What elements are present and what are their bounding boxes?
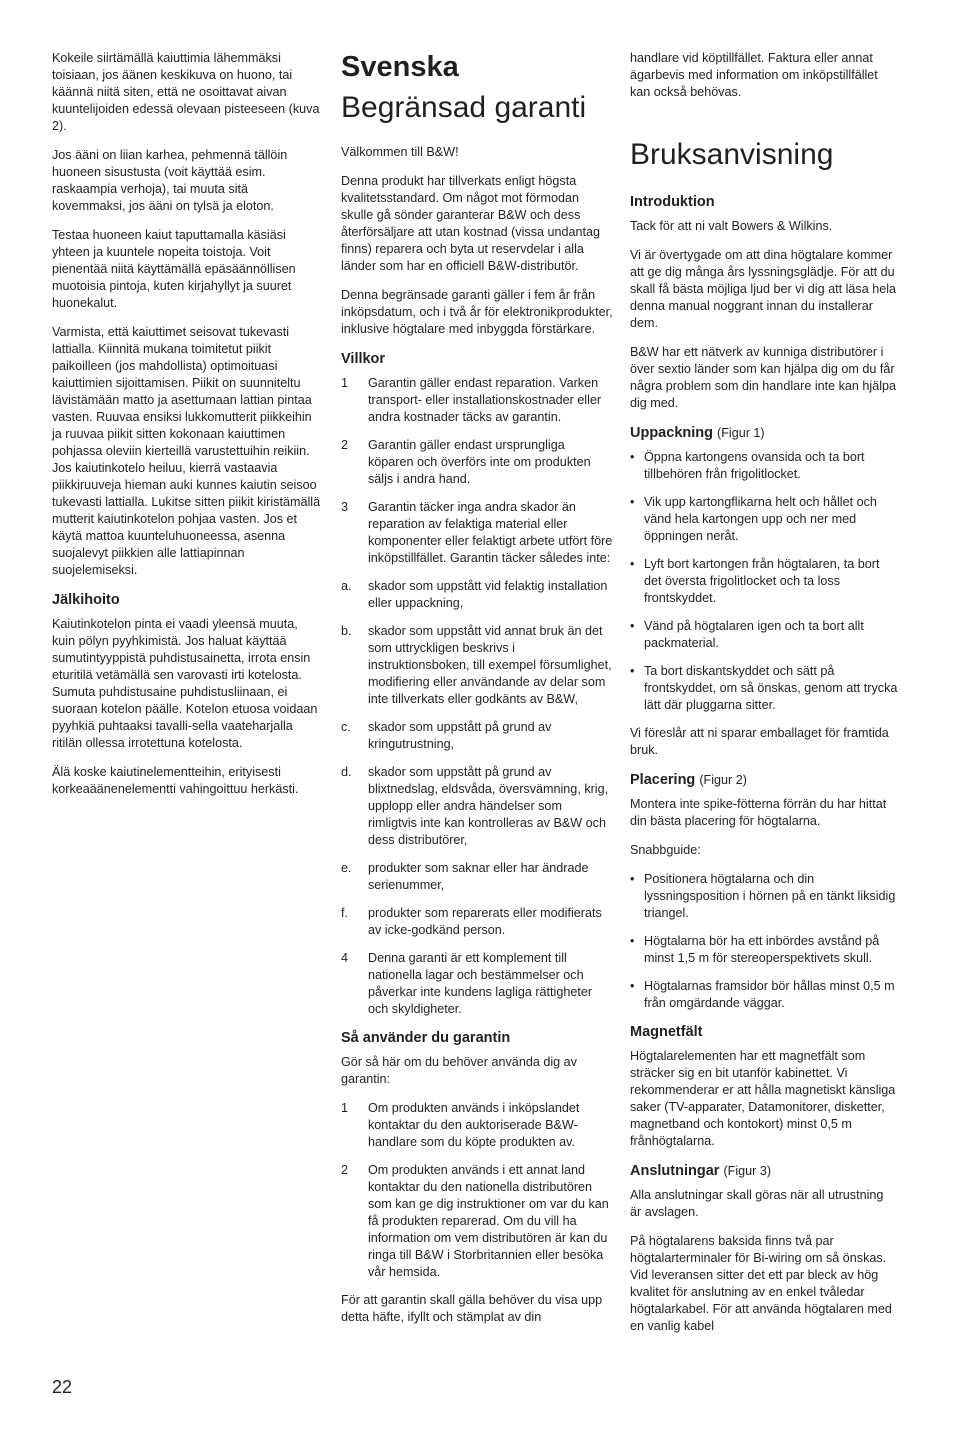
list-item <box>341 437 613 488</box>
list-item-text: Vik upp kartongflikarna helt och hållet och vänd hela kartongen upp och ner med öppningen neråt. <box>644 495 877 543</box>
list-item-text: Högtalarna bör ha ett inbördes avstånd på minst 1,5 m för stereoperspektivets skull. <box>644 934 880 965</box>
list-marker: 2 <box>341 438 349 452</box>
column-1 <box>52 50 324 810</box>
list-item-text: Ta bort diskantskyddet och sätt på frontskyddet, om så önskas, genom att trycka lätt där pluggarna sitter. <box>644 664 898 712</box>
list-item <box>341 1162 613 1281</box>
list-marker: 1 <box>341 376 349 390</box>
paragraph: handlare vid köptillfället. Faktura eller annat ägarbevis med information om inköpstillfället kan också behövas. <box>630 51 878 99</box>
list-item-text: Om produkten används i inköpslandet kontaktar du den auktoriserade B&W-handlare som du köpte produkten av. <box>368 1101 580 1149</box>
list-item <box>341 860 613 894</box>
paragraph: Vi föreslår att ni sparar emballaget för framtida bruk. <box>630 726 889 757</box>
list-item <box>341 950 613 1018</box>
list-marker: e. <box>341 861 352 875</box>
list-marker: 1 <box>341 1101 349 1115</box>
paragraph: B&W har ett nätverk av kunniga distributörer i över sextio länder som kan hjälpa dig om du får några problem som din handlare inte kan hjälpa dig med. <box>630 345 897 410</box>
list-item <box>630 618 898 652</box>
paragraph: På högtalarens baksida finns två par högtalarterminaler för Bi-wiring om så önskas. Vid leveransen sitter det ett par bleck av hög kvalitet för anslutning av en enkel tvåledar högtalarkabel. För att använda högtalaren med en vanlig kabel <box>630 1234 892 1333</box>
paragraph: Vi är övertygade om att dina högtalare kommer att ge dig många års lyssningsglädje. För att du skall få bästa möjliga ljud ber vi dig att läsa hela denna manual noggrant innan du installerar dem. <box>630 248 897 330</box>
page-title-warranty: Begränsad garanti <box>341 91 587 124</box>
paragraph: Snabbguide: <box>630 843 701 857</box>
list-item-text: skador som uppstått på grund av kringutrustning, <box>368 720 552 751</box>
paragraph: Jos ääni on liian karhea, pehmennä tällöin huoneen sisustusta (voit käyttää esim. raskaampia verhoja), tai muuta sitä kovemmaksi, jos ääni on tylsä ja eloton. <box>52 148 288 213</box>
paragraph: Kaiutinkotelon pinta ei vaadi yleensä muuta, kuin pölyn pyyhkimistä. Jos haluat käyttää sumutintyyppistä puhdistusainetta, irrota ensin eturitilä vetämällä sen varovasti irti kotelosta. Sumuta puhdistusaine puhdistusliinaan, ei suoraan kotelon päälle. Kotelon etuosa voidaan pyyhkiä puhtaaksi tavalli-sella vaateharjalla ritilän ollessa irrotettuna kotelosta. <box>52 617 318 750</box>
list-marker: a. <box>341 579 352 593</box>
paragraph: Älä koske kaiutinelementteihin, erityisesti korkeaäänenelementti vahingoittuu herkästi. <box>52 765 299 796</box>
paragraph: Denna produkt har tillverkats enligt högsta kvalitetsstandard. Om något mot förmodan skulle gå sönder garanterar B&W och dess återförsäljare att utan kostnad (vissa undantag finns) reparera och byta ut reservdelar i alla länder som har en officiell B&W-distributör. <box>341 174 601 273</box>
bullet-icon: • <box>630 872 635 886</box>
list-item <box>341 719 613 753</box>
list-item <box>341 375 613 426</box>
paragraph: Denna begränsade garanti gäller i fem år från inköpsdatum, och i två år för elektronikprodukter, inklusive högtalare med inbyggda förstärkare. <box>341 288 613 336</box>
list-item-text: skador som uppstått vid annat bruk än det som uttryckligen beskrivs i instruktionsboken, till exempel försumlighet, modifiering eller användande av delar som inte tillverkats eller godkänts av B&W, <box>368 624 612 706</box>
list-item <box>341 578 613 612</box>
list-marker: d. <box>341 765 352 779</box>
list-item-text: Garantin gäller endast ursprungliga köparen och överförs inte om produkten säljs i andra hand. <box>368 438 591 486</box>
section-heading-introduktion: Introduktion <box>630 194 715 210</box>
figure-reference: (Figur 1) <box>717 426 765 440</box>
list-item-text: produkter som reparerats eller modifierats av icke-godkänd person. <box>368 906 602 937</box>
list-marker: b. <box>341 624 352 638</box>
heading-text: Anslutningar <box>630 1163 720 1179</box>
list-item-text: Positionera högtalarna och din lyssningsposition i hörnen på en tänkt liksidig triangel. <box>644 872 896 920</box>
sa-anvander-list <box>341 1100 613 1281</box>
villkor-list <box>341 375 613 1018</box>
paragraph: Tack för att ni valt Bowers & Wilkins. <box>630 219 833 233</box>
list-item-text: skador som uppstått vid felaktig installation eller uppackning, <box>368 579 608 610</box>
list-item-text: produkter som saknar eller har ändrade serienummer, <box>368 861 589 892</box>
bullet-icon: • <box>630 619 635 633</box>
list-item <box>341 764 613 849</box>
list-item <box>630 663 898 714</box>
list-item <box>341 905 613 939</box>
figure-reference: (Figur 2) <box>699 773 747 787</box>
list-marker: c. <box>341 720 351 734</box>
list-item <box>341 623 613 708</box>
list-item <box>630 978 898 1012</box>
list-marker: 4 <box>341 951 349 965</box>
paragraph: Alla anslutningar skall göras när all utrustning är avslagen. <box>630 1188 884 1219</box>
list-item <box>630 449 898 483</box>
list-item-text: Garantin gäller endast reparation. Varken transport- eller installationskostnader eller andra kostnader täcks av garantin. <box>368 376 602 424</box>
section-heading-magnetfalt: Magnetfält <box>630 1024 703 1040</box>
list-item <box>630 933 898 967</box>
section-heading-placering <box>630 771 898 790</box>
section-heading-sa-anvander: Så använder du garantin <box>341 1030 511 1046</box>
paragraph: Varmista, että kaiuttimet seisovat tukevasti lattialla. Kiinnitä mukana toimitetut piikit paikoilleen (jos mahdollista) optimoituasi kaiuttimien sijoittamisen. Piikit on suunniteltu lävistämään matto ja asettumaan lattian pintaa vasten. Ruuvaa ensiksi lukkomutterit piikkeihin ja ruuvaa piikit sitten kokonaan kaiuttimen pohjassa oleviin kierteillä varustettuihin reikiin. Jos kaiutinkotelo heiluu, kierrä vastaavia piikkiruuveja hieman auki kunnes kaiutin seisoo tukevasti lattialla. Lukitse sitten piikit kiristämällä mutterit kaiutinkotelon pohjaa vasten. Jos et käytä mattoa kuunteluhuoneessa, asenna suojalevyt piikkien alle lattiapinnan suojelemiseksi. <box>52 325 321 577</box>
list-item-text: skador som uppstått på grund av blixtnedslag, eldsvåda, översvämning, krig, upplopp eller andra händelser som rimligtvis inte kan kontrolleras av B&W och dess distributörer, <box>368 765 609 847</box>
section-heading-anslutningar <box>630 1162 898 1181</box>
paragraph: Montera inte spike-fötterna förrän du har hittat din bästa placering för högtalarna. <box>630 797 887 828</box>
figure-reference: (Figur 3) <box>723 1164 772 1178</box>
list-item-text: Garantin täcker inga andra skador än reparation av felaktiga material eller komponenter eller felaktigt arbete utfört före inköpstillfället. Garantin täcker således inte: <box>368 500 613 565</box>
bullet-icon: • <box>630 664 635 678</box>
uppackning-list <box>630 449 898 714</box>
paragraph: Gör så här om du behöver använda dig av garantin: <box>341 1055 577 1086</box>
list-marker: f. <box>341 906 348 920</box>
bullet-icon: • <box>630 979 635 993</box>
column-3 <box>630 50 898 1347</box>
section-heading-villkor: Villkor <box>341 351 386 367</box>
paragraph: Kokeile siirtämällä kaiuttimia lähemmäksi toisiaan, jos äänen keskikuva on huono, tai käännä niitä siten, että ne osoittavat aivan kuuntelijoiden edessä olevaan pisteeseen (kuva 2). <box>52 51 320 133</box>
list-item <box>630 556 898 607</box>
list-item-text: Om produkten används i ett annat land kontaktar du den nationella distributören som kan ge dig instruktioner om var du kan få produkten reparerad. Om du vill ha information om vem distributören är kan du ringa till B&W i Storbritannien eller besöka vår hemsida. <box>368 1163 609 1279</box>
paragraph: Högtalarelementen har ett magnetfält som sträcker sig en bit utanför kabinettet. Vi rekommenderar er att hålla magnetiskt känsliga saker (TV-apparater, Datamonitorer, disketter, magnetband och kontokort) minst 0,5 m frånhögtalarna. <box>630 1049 896 1148</box>
list-item-text: Högtalarnas framsidor bör hållas minst 0,5 m från omgärdande väggar. <box>644 979 895 1010</box>
page-number: 22 <box>52 1377 73 1397</box>
placering-list <box>630 871 898 1012</box>
list-item-text: Öppna kartongens ovansida och ta bort tillbehören från frigolitlocket. <box>644 450 865 481</box>
list-item <box>630 494 898 545</box>
list-marker: 2 <box>341 1163 349 1177</box>
section-heading-uppackning <box>630 424 898 443</box>
column-2 <box>341 50 613 1338</box>
list-item-text: Denna garanti är ett komplement till nationella lagar och bestämmelser och påverkar inte kundens lagliga rättigheter och skyldigheter. <box>368 951 593 1016</box>
bullet-icon: • <box>630 495 635 509</box>
bullet-icon: • <box>630 934 635 948</box>
bullet-icon: • <box>630 450 635 464</box>
page-title-manual: Bruksanvisning <box>630 138 834 171</box>
language-heading: Svenska <box>341 51 459 83</box>
bullet-icon: • <box>630 557 635 571</box>
section-heading-jalkihoito: Jälkihoito <box>52 592 120 608</box>
heading-text: Placering <box>630 772 696 788</box>
heading-text: Uppackning <box>630 425 713 441</box>
list-item <box>630 871 898 922</box>
list-item-text: Vänd på högtalaren igen och ta bort allt packmaterial. <box>644 619 864 650</box>
paragraph: För att garantin skall gälla behöver du visa upp detta häfte, ifyllt och stämplat av din <box>341 1293 603 1324</box>
paragraph: Välkommen till B&W! <box>341 145 459 159</box>
list-item-text: Lyft bort kartongen från högtalaren, ta bort det översta frigolitlocket och ta loss frontskyddet. <box>644 557 880 605</box>
paragraph: Testaa huoneen kaiut taputtamalla käsiäsi yhteen ja kuuntele nopeita toistoja. Voit pienentää niitä käyttämällä epäsäännöllisen muotoisia pintoja, kuten kirjahyllyt ja suuret huonekalut. <box>52 228 296 310</box>
list-item <box>341 1100 613 1151</box>
list-item <box>341 499 613 567</box>
list-marker: 3 <box>341 500 349 514</box>
